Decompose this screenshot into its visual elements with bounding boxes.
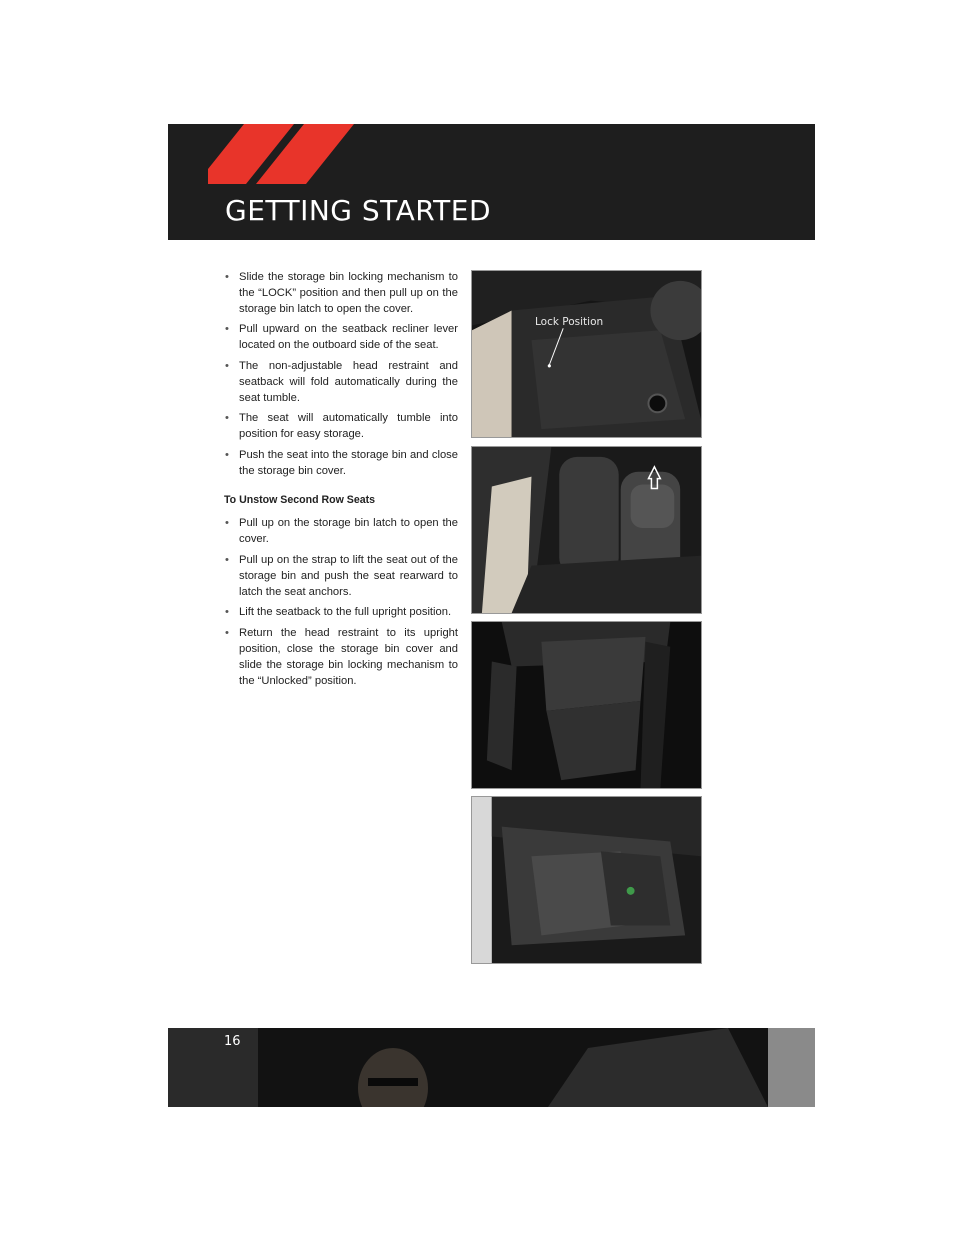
photo-seat-tumble: [471, 621, 702, 789]
footer-band: [168, 1028, 815, 1107]
list-item: • Pull up on the storage bin latch to open the cover.: [224, 516, 458, 548]
list-item: • The seat will automatically tumble into position for easy storage.: [224, 411, 458, 443]
page-number: 16: [224, 1034, 241, 1049]
list-item: • The non-adjustable head restraint and seatback will fold automatically during the seat tumble.: [224, 359, 458, 406]
photo-seatback-recliner: [471, 446, 702, 614]
list-item: • Slide the storage bin locking mechanism to the “LOCK” position and then pull up on the storage bin latch to open the cover.: [224, 270, 458, 317]
lock-position-label: Lock Position: [535, 316, 604, 328]
photo-lock-position: [471, 270, 702, 438]
section-title: GETTING STARTED: [225, 194, 492, 227]
section-header: [168, 124, 815, 240]
list-item: • Push the seat into the storage bin and close the storage bin cover.: [224, 448, 458, 480]
unstow-heading: To Unstow Second Row Seats: [224, 493, 376, 506]
list-item: • Return the head restraint to its upright position, close the storage bin cover and slide the storage bin locking mechanism to the “Unlocked” position.: [224, 626, 458, 689]
unstow-steps-list: [224, 516, 458, 689]
photo-storage-bin: [471, 796, 702, 964]
list-item: • Pull upward on the seatback recliner lever located on the outboard side of the seat.: [224, 322, 458, 354]
list-item: • Pull up on the strap to lift the seat out of the storage bin and push the seat rearward to latch the seat anchors.: [224, 553, 458, 600]
racing-stripes-logo: [208, 124, 368, 184]
stow-steps-list: [224, 270, 458, 480]
footer-photo: [168, 1028, 815, 1107]
list-item: • Lift the seatback to the full upright position.: [224, 605, 458, 621]
instructions-column: [224, 270, 458, 694]
